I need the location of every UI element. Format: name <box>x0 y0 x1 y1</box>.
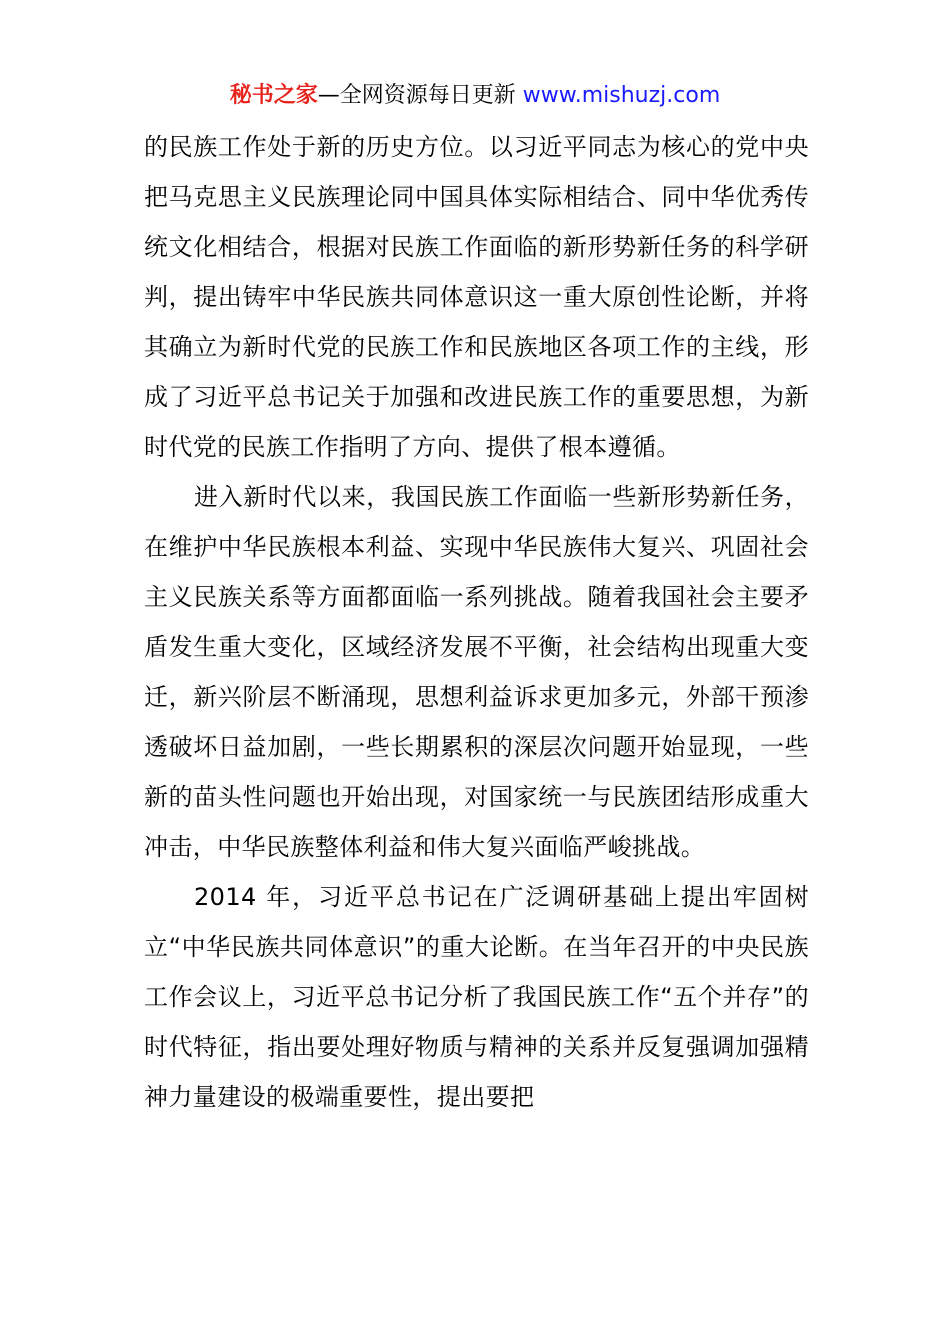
page-header <box>0 80 950 112</box>
header-tagline: —全网资源每日更新 <box>317 83 523 108</box>
site-url[interactable]: www.mishuzj.com <box>522 83 721 108</box>
brand-name: 秘书之家 <box>229 83 318 108</box>
paragraph-2: 进入新时代以来，我国民族工作面临一些新形势新任务，在维护中华民族根本利益、实现中华民族伟大复兴、巩固社会主义民族关系等方面都面临一系列挑战。随着我国社会主要矛盾发生重大变化，区域经济发展不平衡，社会结构出现重大变迁，新兴阶层不断涌现，思想利益诉求更加多元，外部干预渗透破坏日益加剧，一些长期累积的深层次问题开始显现，一些新的苗头性问题也开始出现，对国家统一与民族团结形成重大冲击，中华民族整体利益和伟大复兴面临严峻挑战。 <box>144 483 809 861</box>
paragraph-1: 的民族工作处于新的历史方位。以习近平同志为核心的党中央把马克思主义民族理论同中国具体实际相结合、同中华优秀传统文化相结合，根据对民族工作面临的新形势新任务的科学研判，提出铸牢中华民族共同体意识这一重大原创性论断，并将其确立为新时代党的民族工作和民族地区各项工作的主线，形成了习近平总书记关于加强和改进民族工作的重要思想，为新时代党的民族工作指明了方向、提供了根本遵循。 <box>144 133 809 461</box>
document-body <box>144 122 809 1122</box>
paragraph-3: 2014 年，习近平总书记在广泛调研基础上提出牢固树立“中华民族共同体意识”的重大论断。在当年召开的中央民族工作会议上，习近平总书记分析了我国民族工作“五个并存”的时代特征，指出要处理好物质与精神的关系并反复强调加强精神力量建设的极端重要性，提出要把 <box>144 883 809 1111</box>
